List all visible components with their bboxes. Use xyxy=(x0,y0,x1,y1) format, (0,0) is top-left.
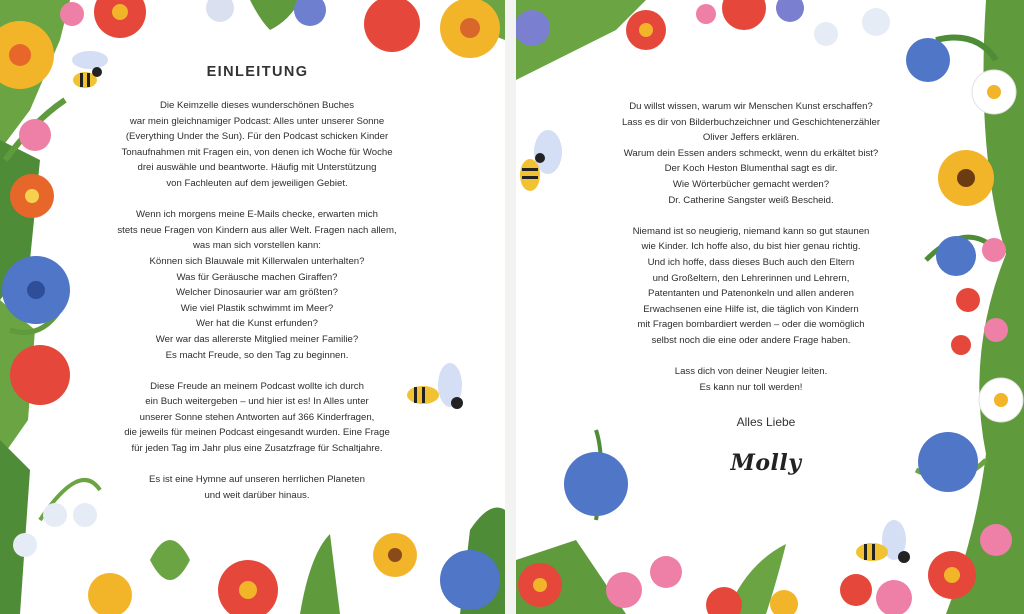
intro-text xyxy=(80,98,434,503)
text-line: Erwachsenen eine Hilfe ist, die täglich von Kindern xyxy=(643,303,859,315)
text-line: Wie viel Plastik schwimmt im Meer? xyxy=(180,302,334,314)
text-line: Können sich Blauwale mit Killerwalen unterhalten? xyxy=(149,255,365,267)
paragraph-gap xyxy=(576,349,926,365)
red-flower xyxy=(364,0,420,52)
paragraph-gap xyxy=(80,363,434,379)
text-line: selbst noch die eine oder andere Frage haben. xyxy=(651,334,851,346)
blue-flower xyxy=(440,550,500,610)
text-line: ein Buch weitergeben – und hier ist es! In Alles unter xyxy=(145,396,369,408)
bee-icon xyxy=(72,51,108,88)
text-line: und weit darüber hinaus. xyxy=(204,489,310,501)
blue-flower xyxy=(918,432,978,492)
text-line: Es macht Freude, so den Tag zu beginnen. xyxy=(165,349,349,361)
text-line: Der Koch Heston Blumenthal sagt es dir. xyxy=(664,163,838,175)
text-line: Was für Geräusche machen Giraffen? xyxy=(176,271,338,283)
text-line: Du willst wissen, warum wir Menschen Kunst erschaffen? xyxy=(629,101,873,112)
text-line: Niemand ist so neugierig, niemand kann so gut staunen xyxy=(632,225,870,237)
text-line: Die Keimzelle dieses wunderschönen Buches xyxy=(159,100,355,111)
text-line: war mein gleichnamiger Podcast: Alles unter unserer Sonne xyxy=(129,115,385,127)
text-line: stets neue Fragen von Kindern aus aller Welt. Fragen nach allem, xyxy=(117,224,397,236)
text-line: drei auswähle und beantworte. Häufig mit Unterstützung xyxy=(137,162,377,174)
red-flower xyxy=(10,345,70,405)
page-gutter xyxy=(505,0,516,614)
text-line: Warum dein Essen anders schmeckt, wenn du erkältet bist? xyxy=(623,147,879,159)
text-line: wie Kinder. Ich hoffe also, du bist hier genau richtig. xyxy=(641,241,861,253)
text-line: Wenn ich morgens meine E-Mails checke, erwarten mich xyxy=(136,209,378,221)
text-line: für jeden Tag im Jahr plus eine Zusatzfrage für Schaltjahre. xyxy=(131,443,383,455)
paragraph-gap xyxy=(576,208,926,224)
text-line: Dr. Catherine Sangster weiß Bescheid. xyxy=(668,194,834,206)
text-line: unserer Sonne stehen Antworten auf 366 Kinderfragen, xyxy=(139,411,375,423)
text-line: Diese Freude an meinem Podcast wollte ich durch xyxy=(150,380,364,392)
right-page xyxy=(516,0,1024,614)
text-line: Oliver Jeffers erklären. xyxy=(702,132,800,144)
bee-icon xyxy=(520,130,562,191)
text-line: Welcher Dinosaurier war am größten? xyxy=(176,287,338,299)
text-line: Lass dich von deiner Neugier leiten. xyxy=(674,366,828,378)
paragraph-gap xyxy=(80,457,434,473)
text-line: Lass es dir von Bilderbuchzeichner und Geschichtenerzähler xyxy=(621,116,881,128)
blue-flower xyxy=(936,236,976,276)
bee-icon xyxy=(856,520,910,563)
left-page xyxy=(0,0,505,614)
text-line: Tonaufnahmen mit Fragen ein, von denen ich Woche für Woche xyxy=(121,146,393,158)
text-line: Es kann nur toll werden! xyxy=(699,381,803,393)
intro-text-continued xyxy=(576,99,926,395)
blue-flower xyxy=(564,452,628,516)
closing-greeting: Alles Liebe xyxy=(736,415,796,429)
text-line: und Großeltern, den Lehrerinnen und Lehrern, xyxy=(652,272,850,284)
text-line: Wie Wörterbücher gemacht werden? xyxy=(672,178,830,190)
paragraph-gap xyxy=(80,192,434,208)
blue-flower xyxy=(906,38,950,82)
text-line: (Everything Under the Sun). Für den Podcast schicken Kinder xyxy=(125,131,389,143)
text-line: Es ist eine Hymne auf unseren herrlichen Planeten xyxy=(149,474,365,486)
signature: Molly xyxy=(730,450,802,476)
text-line: die jeweils für meinen Podcast eingesandt wurden. Eine Frage xyxy=(124,427,390,439)
text-line: Wer war das allererste Mitglied meiner Familie? xyxy=(155,333,359,345)
text-line: mit Fragen bombardiert werden – oder die womöglich xyxy=(637,319,865,331)
page-title: EINLEITUNG xyxy=(206,64,309,80)
text-line: Patentanten und Patenonkeln und allen anderen xyxy=(648,288,854,300)
text-line: Und ich hoffe, dass dieses Buch auch den Eltern xyxy=(647,256,855,268)
text-line: von Fachleuten auf dem jeweiligen Gebiet. xyxy=(166,177,348,189)
text-line: Wer hat die Kunst erfunden? xyxy=(196,318,318,330)
text-line: was man sich vorstellen kann: xyxy=(193,240,321,252)
